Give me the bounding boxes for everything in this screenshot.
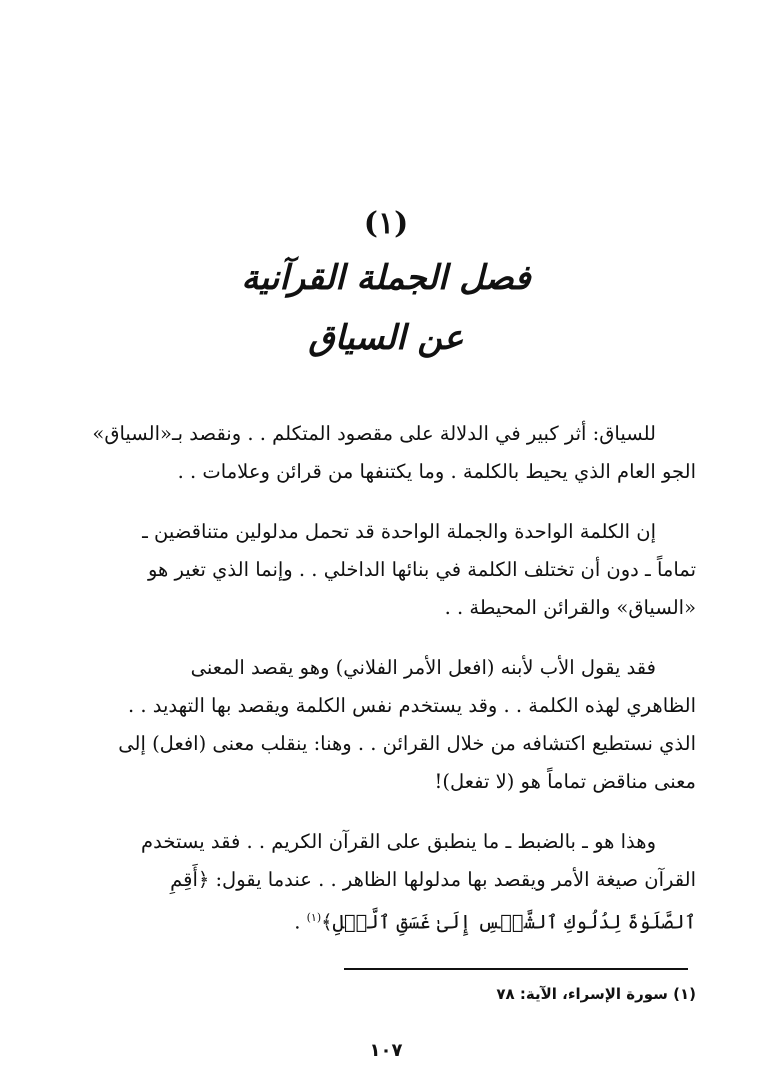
chapter-title-line-2: عن السياق xyxy=(308,318,464,358)
page-number: ١٠٧ xyxy=(369,1040,403,1061)
paragraph-4 xyxy=(76,823,696,942)
paragraph-line: القرآن صيغة الأمر ويقصد بها مدلولها الظاهر . . عندما يقول: ﴿أَقِمِ xyxy=(170,868,696,891)
footnote-divider xyxy=(344,968,688,970)
paragraph-2 xyxy=(76,513,696,627)
paragraph-line: الذي نستطيع اكتشافه من خلال القرائن . . وهنا: ينقلب معنى (افعل) إلى xyxy=(118,732,696,755)
paragraph-line: «السياق» والقرائن المحيطة . . xyxy=(444,596,696,619)
paragraph-3 xyxy=(76,649,696,801)
paragraph-line: الظاهري لهذه الكلمة . . وقد يستخدم نفس الكلمة ويقصد بها التهديد . . xyxy=(127,694,696,717)
paragraph-line: إن الكلمة الواحدة والجملة الواحدة قد تحمل مدلولين متناقضين ـ xyxy=(142,520,656,543)
paragraph-line: وهذا هو ـ بالضبط ـ ما ينطبق على القرآن الكريم . . فقد يستخدم xyxy=(141,830,656,853)
paragraph-line-last xyxy=(76,899,696,942)
paragraph-line: فقد يقول الأب لأبنه (افعل الأمر الفلاني) وهو يقصد المعنى xyxy=(190,656,656,679)
paragraph-line: معنى مناقض تماماً هو (لا تفعل)! xyxy=(434,770,696,793)
footnote: (١) سورة الإسراء، الآية: ٧٨ xyxy=(496,985,696,1003)
paragraph-line: للسياق: أثر كبير في الدلالة على مقصود المتكلم . . ونقصد بـ«السياق» xyxy=(92,422,656,445)
paragraph-line: تماماً ـ دون أن تختلف الكلمة في بنائها الداخلي . . وإنما الذي تغير هو xyxy=(147,558,696,581)
sentence-end: . xyxy=(294,910,307,934)
paragraph-1 xyxy=(76,415,696,491)
footnote-reference[interactable]: (١) xyxy=(306,911,322,924)
quran-verse: ٱلصَّلَوٰةَ لِدُلُوكِ ٱلشَّمۡسِ إِلَىٰ غَسَقِ ٱلَّيۡلِ﴾ xyxy=(321,910,696,934)
body-text xyxy=(76,415,696,964)
paragraph-line: الجو العام الذي يحيط بالكلمة . وما يكتنفها من قرائن وعلامات . . xyxy=(177,460,696,483)
chapter-title-line-1: فصل الجملة القرآنية xyxy=(241,258,531,298)
chapter-number: (١) xyxy=(363,206,409,241)
